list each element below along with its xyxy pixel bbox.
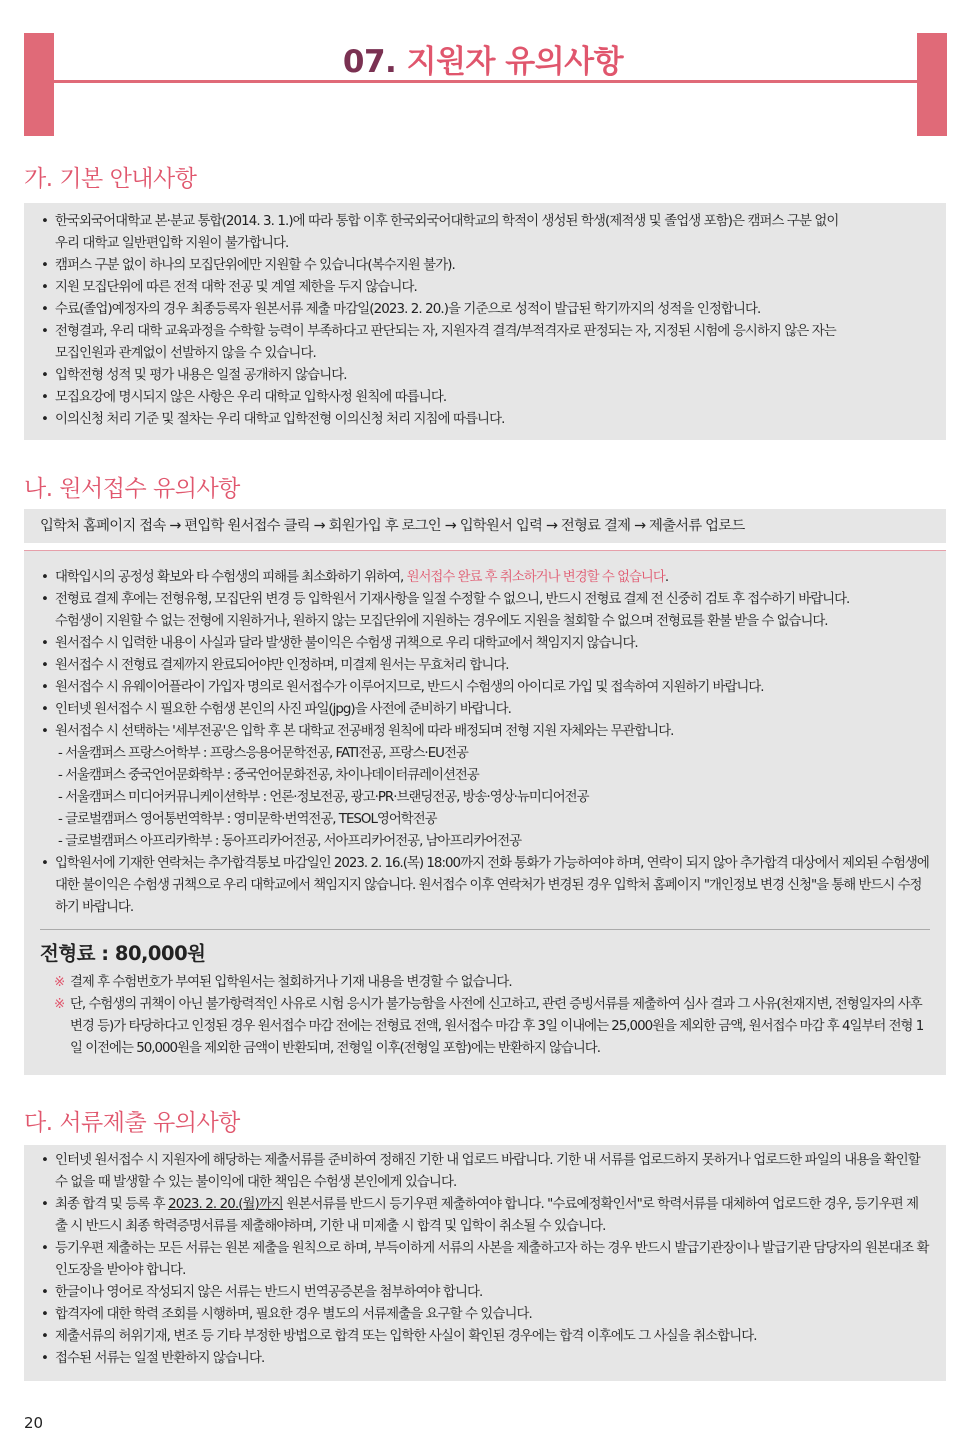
list-item-continued: 우리 대학교 일반편입학 지원이 불가합니다. xyxy=(55,236,289,251)
list-item: • 이의신청 처리 기준 및 절차는 우리 대학교 입학전형 이의신청 처리 지침에 따릅니다. xyxy=(40,409,930,431)
list-item: • 접수된 서류는 일절 반환하지 않습니다. xyxy=(40,1348,930,1370)
deadline-text: 2023. 2. 20.(월)까지 xyxy=(168,1197,283,1212)
list-item: • 원서접수 시 전형료 결제까지 완료되어야만 인정하며, 미결제 원서는 무효처리 합니다. xyxy=(40,655,930,677)
chapter-number: 07. xyxy=(342,44,397,80)
list-item: • 합격자에 대한 학력 조회를 시행하며, 필요한 경우 별도의 서류제출을 요구할 수 있습니다. xyxy=(40,1304,930,1326)
fee-note: ※ 단, 수험생의 귀책이 아닌 불가항력적인 사유로 시험 응시가 불가능함을 사전에 신고하고, 관련 증빙서류를 제출하여 심사 결과 그 사유(천재지변, 전형일자의 사후 변경 등)가 타당하다고 인정된 경우 원서접수 마감 전에는 전형료 전액, 원서접수 마감 후 3일 이내에는 25,000원을 제외한 금액, 원서접수 마감 후 4일부터 전형 1일 이전에는 50,000원을 제외한 금액이 반환되며, 전형일 이후(전형일 포함)에는 반환하지 않습니다. xyxy=(40,994,930,1060)
chapter-title: 지원자 유의사항 xyxy=(406,44,624,80)
section-title-application: 나. 원서접수 유의사항 xyxy=(24,476,240,502)
list-item: • 입학전형 성적 및 평가 내용은 일절 공개하지 않습니다. xyxy=(40,365,930,387)
major-item: - 글로벌캠퍼스 영어통번역학부 : 영미문학·번역전공, TESOL영어학전공 xyxy=(58,812,437,827)
major-item: - 글로벌캠퍼스 아프리카학부 : 동아프리카어전공, 서아프리카어전공, 남아프리카어전공 xyxy=(58,834,522,849)
major-item: - 서울캠퍼스 중국언어문화학부 : 중국언어문화전공, 차이나데이터큐레이션전공 xyxy=(58,768,479,783)
list-item-continued: 모집인원과 관계없이 선발하지 않을 수 있습니다. xyxy=(55,346,316,361)
note-mark: ※ xyxy=(54,997,65,1012)
list-item: • 대학입시의 공정성 확보와 타 수험생의 피해를 최소화하기 위하여, 원서접수 완료 후 취소하거나 변경할 수 없습니다. xyxy=(40,567,930,589)
list-item: • 인터넷 원서접수 시 지원자에 해당하는 제출서류를 준비하여 정해진 기한 내 업로드 바랍니다. 기한 내 서류를 업로드하지 못하거나 업로드한 파일의 내용을 확인할 수 없을 때 발생할 수 있는 불이익에 대한 책임은 수험생 본인에게 있습니다. xyxy=(40,1150,930,1194)
section-title-basic: 가. 기본 안내사항 xyxy=(24,166,197,192)
list-item: • 입학원서에 기재한 연락처는 추가합격통보 마감일인 2023. 2. 16.(목) 18:00까지 전화 통화가 가능하여야 하며, 연락이 되지 않아 추가합격 대상에서 제외된 수험생에 대한 불이익은 수험생 귀책으로 우리 대학교에서 책임지지 않습니다. 원서접수 이후 연락처가 변경된 경우 입학처 홈페이지 "개인정보 변경 신청"을 통해 반드시 수정하기 바랍니다. xyxy=(40,853,930,919)
divider xyxy=(40,929,930,930)
list-item: • 한글이나 영어로 작성되지 않은 서류는 반드시 번역공증본을 첨부하여야 합니다. xyxy=(40,1282,930,1304)
note-mark: ※ xyxy=(54,975,65,990)
list-item: • 모집요강에 명시되지 않은 사항은 우리 대학교 입학사정 원칙에 따릅니다. xyxy=(40,387,930,409)
list-item: • 최종 합격 및 등록 후 2023. 2. 20.(월)까지 원본서류를 반드시 등기우편 제출하여야 합니다. "수료예정확인서"로 학력서류를 대체하여 업로드한 경우, 등기우편 제출 시 반드시 최종 학력증명서류를 제출해야하며, 기한 내 미제출 시 합격 및 입학이 취소될 수 있습니다. xyxy=(40,1194,930,1238)
list-item: • 제출서류의 허위기재, 변조 등 기타 부정한 방법으로 합격 또는 입학한 사실이 확인된 경우에는 합격 이후에도 그 사실을 취소합니다. xyxy=(40,1326,930,1348)
list-item: • 지원 모집단위에 따른 전적 대학 전공 및 계열 제한을 두지 않습니다. xyxy=(40,277,930,299)
basic-info-box xyxy=(24,203,946,440)
list-item-continued: 수험생이 지원할 수 없는 전형에 지원하거나, 원하지 않는 모집단위에 지원하는 경우에도 지원을 철회할 수 없으며 전형료를 환불 받을 수 없습니다. xyxy=(55,614,828,629)
list-item: • 원서접수 시 유웨이어플라이 가입자 명의로 원서접수가 이루어지므로, 반드시 수험생의 아이디로 가입 및 접속하여 지원하기 바랍니다. xyxy=(40,677,930,699)
page-number: 20 xyxy=(24,1414,44,1432)
highlight-text: 원서접수 완료 후 취소하거나 변경할 수 없습니다 xyxy=(406,570,665,585)
list-item: • 캠퍼스 구분 없이 하나의 모집단위에만 지원할 수 있습니다(복수지원 불가). xyxy=(40,255,930,277)
page-title xyxy=(0,36,966,81)
fee-note: ※ 결제 후 수험번호가 부여된 입학원서는 철회하거나 기재 내용을 변경할 수 없습니다. xyxy=(40,972,930,994)
list-item: • 전형결과, 우리 대학 교육과정을 수학할 능력이 부족하다고 판단되는 자, 지원자격 결격/부적격자로 판정되는 자, 지정된 시험에 응시하지 않은 자는 xyxy=(40,321,930,343)
fee-title: 전형료 : 80,000원 xyxy=(40,942,206,965)
documents-box xyxy=(24,1145,946,1381)
application-process-bar: 입학처 홈페이지 접속 → 편입학 원서접수 클릭 → 회원가입 후 로그인 → 입학원서 입력 → 전형료 결제 → 제출서류 업로드 xyxy=(24,509,946,543)
list-item: • 전형료 결제 후에는 전형유형, 모집단위 변경 등 입학원서 기재사항을 일절 수정할 수 없으니, 반드시 전형료 결제 전 신중히 검토 후 접수하기 바랍니다. xyxy=(40,589,930,611)
list-item: • 등기우편 제출하는 모든 서류는 원본 제출을 원칙으로 하며, 부득이하게 서류의 사본을 제출하고자 하는 경우 반드시 발급기관장이나 발급기관 담당자의 원본대조 확인도장을 받아야 합니다. xyxy=(40,1238,930,1282)
major-item: - 서울캠퍼스 미디어커뮤니케이션학부 : 언론·정보전공, 광고·PR·브랜딩전공, 방송·영상·뉴미디어전공 xyxy=(58,790,589,805)
list-item: • 한국외국어대학교 본·분교 통합(2014. 3. 1.)에 따라 통합 이후 한국외국어대학교의 학적이 생성된 학생(제적생 및 졸업생 포함)은 캠퍼스 구분 없이 xyxy=(40,211,930,233)
list-item: • 원서접수 시 선택하는 '세부전공'은 입학 후 본 대학교 전공배정 원칙에 따라 배정되며 전형 지원 자체와는 무관합니다. xyxy=(40,721,930,743)
list-item: • 수료(졸업)예정자의 경우 최종등록자 원본서류 제출 마감일(2023. 2. 20.)을 기준으로 성적이 발급된 학기까지의 성적을 인정합니다. xyxy=(40,299,930,321)
section-title-documents: 다. 서류제출 유의사항 xyxy=(24,1110,240,1136)
list-item: • 원서접수 시 입력한 내용이 사실과 달라 발생한 불이익은 수험생 귀책으로 우리 대학교에서 책임지지 않습니다. xyxy=(40,633,930,655)
list-item: • 인터넷 원서접수 시 필요한 수험생 본인의 사진 파일(jpg)을 사전에 준비하기 바랍니다. xyxy=(40,699,930,721)
major-item: - 서울캠퍼스 프랑스어학부 : 프랑스응용어문학전공, FATI전공, 프랑스·EU전공 xyxy=(58,746,468,761)
application-notes-box xyxy=(24,550,946,1075)
